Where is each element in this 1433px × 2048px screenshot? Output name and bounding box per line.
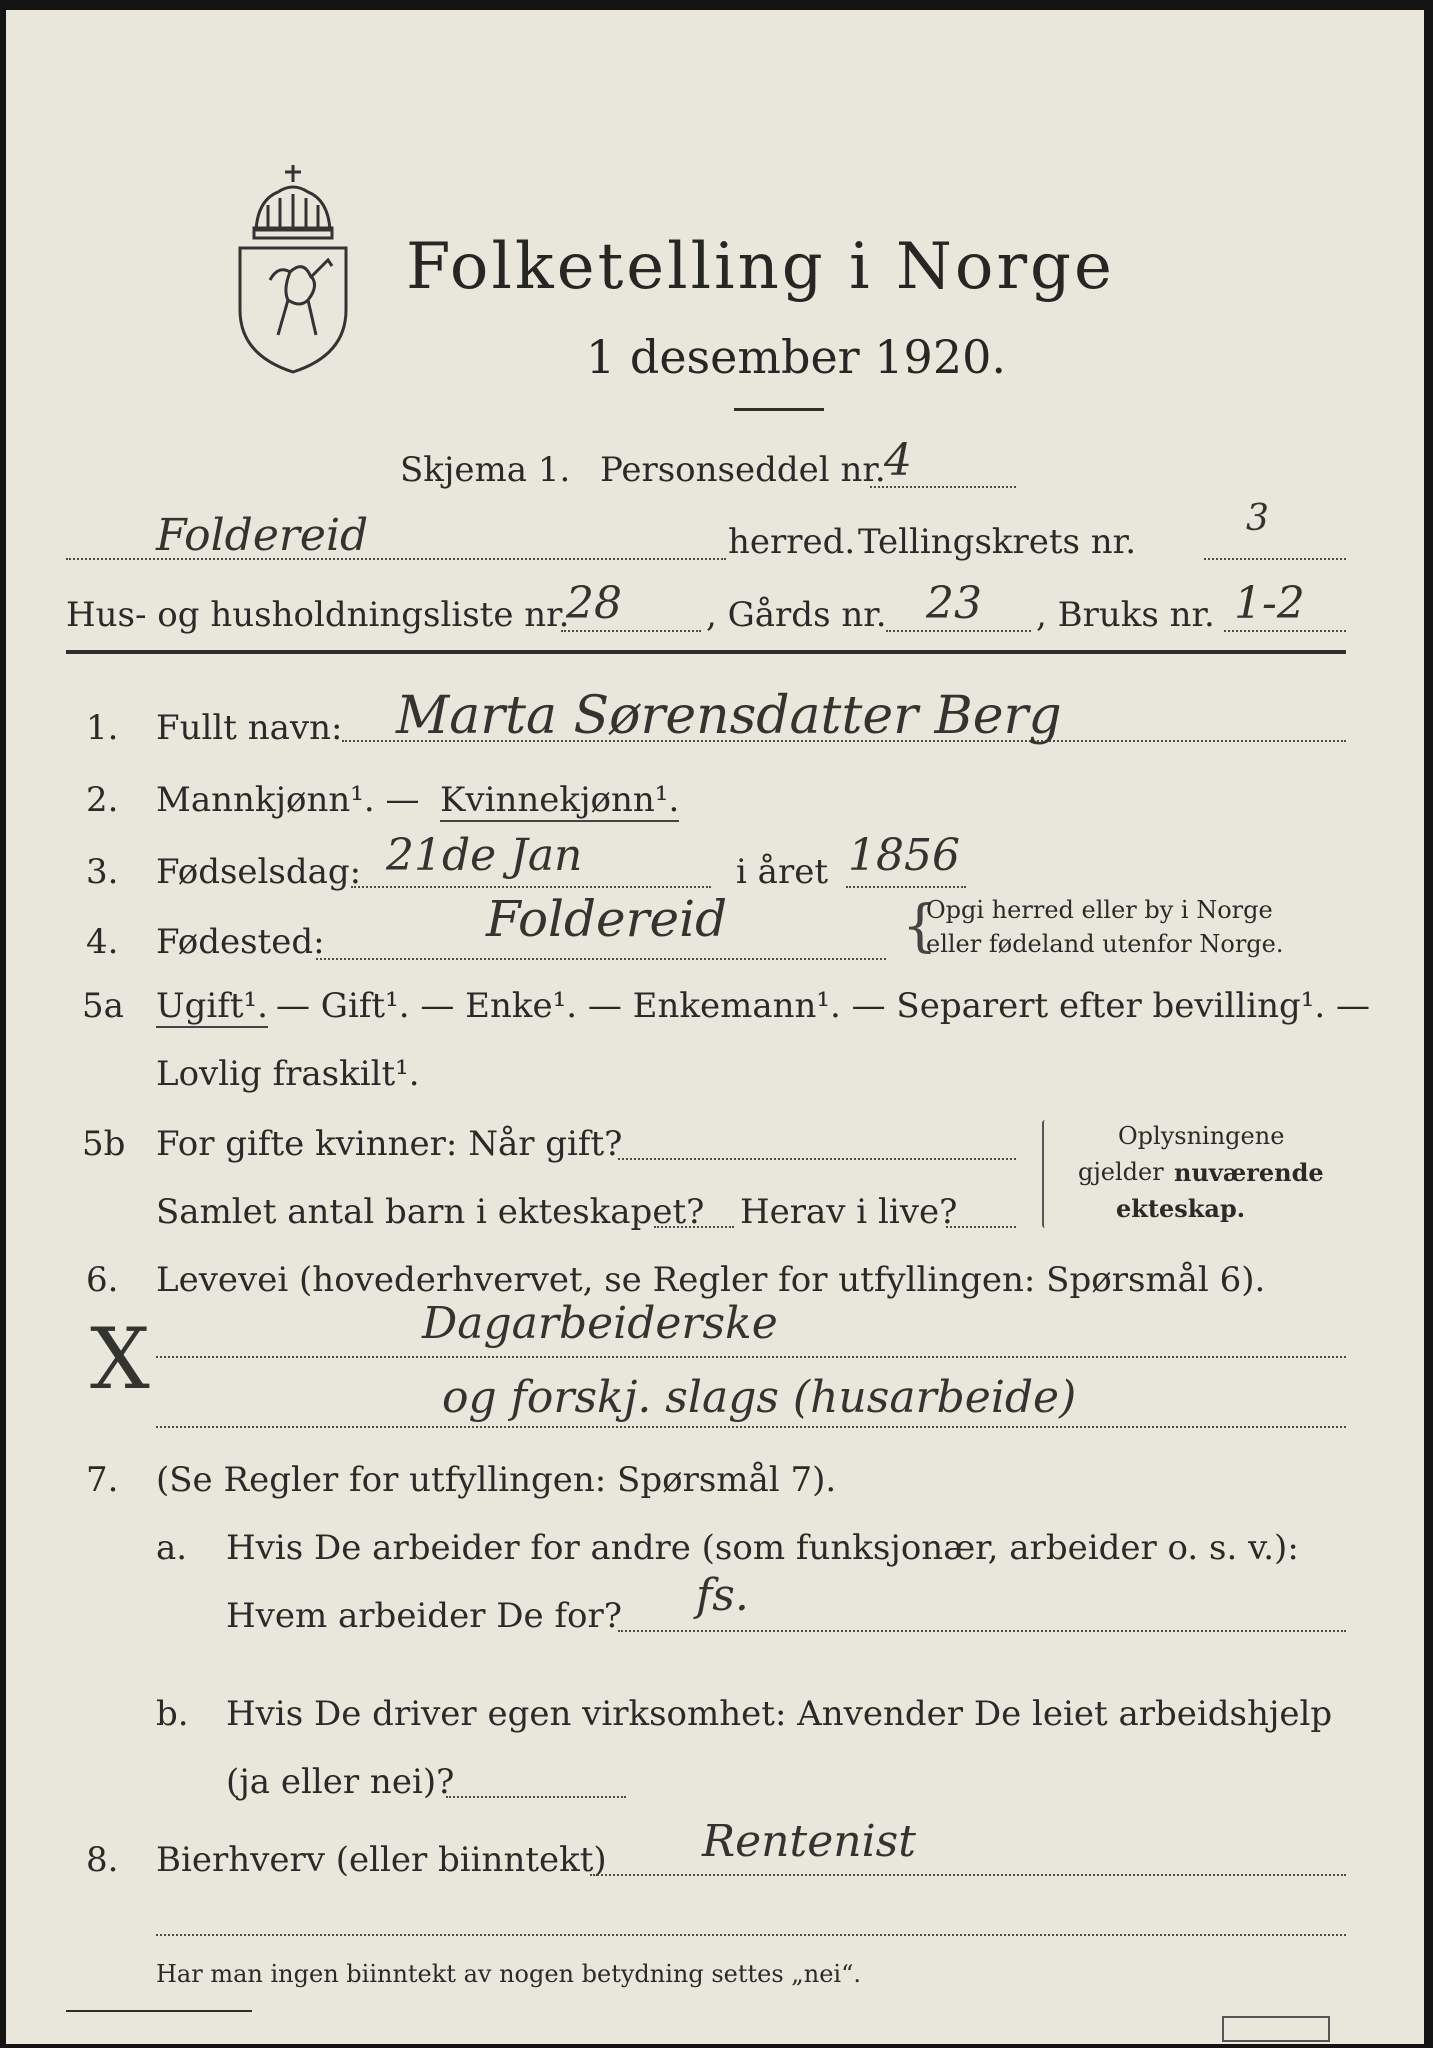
bruks-line [1224, 630, 1346, 632]
footer-rule [66, 2010, 252, 2012]
gards-line [886, 630, 1031, 632]
q7-label: (Se Regler for utfyllingen: Spørsmål 7). [156, 1460, 837, 1500]
q7a-text: Hvis De arbeider for andre (som funksjonær, arbeider o. s. v.): [226, 1528, 1299, 1568]
q7b-help-label: (ja eller nei)? [226, 1762, 455, 1802]
q7a-employer-value[interactable]: fs. [696, 1570, 749, 1621]
q4-number: 4. [86, 922, 119, 962]
q5b-children-line[interactable] [654, 1226, 734, 1228]
q7a-letter: a. [156, 1528, 188, 1568]
q1-full-name[interactable]: Marta Sørensdatter Berg [396, 686, 1062, 746]
herred-value[interactable]: Foldereid [156, 510, 369, 561]
q7-number: 7. [86, 1460, 119, 1500]
q6-line1 [156, 1356, 1346, 1358]
q8-label: Bierhverv (eller biinntekt) [156, 1840, 607, 1880]
q4-birthplace[interactable]: Foldereid [486, 890, 728, 948]
q5a-line2[interactable]: Lovlig fraskilt¹. [156, 1054, 420, 1094]
gards-label: , Gårds nr. [706, 595, 887, 635]
tellingskrets-line [1204, 558, 1346, 560]
form-title: Folketelling i Norge [406, 230, 1115, 304]
q5b-note-line1: Oplysningene [1118, 1122, 1285, 1150]
q5a-options[interactable]: — Gift¹. — Enke¹. — Enkemann¹. — Separert efter bevilling¹. — [276, 986, 1371, 1026]
q6-check-mark: X [90, 1310, 150, 1408]
tellingskrets-value[interactable]: 3 [1246, 498, 1269, 539]
q6-label: Levevei (hovederhvervet, se Regler for utfyllingen: Spørsmål 6). [156, 1260, 1266, 1300]
husliste-label: Hus- og husholdningsliste nr. [66, 595, 570, 635]
q7b-help-line[interactable] [446, 1796, 626, 1798]
q7a-employer-label: Hvem arbeider De for? [226, 1596, 622, 1636]
q2-male[interactable]: Mannkjønn¹. — [156, 780, 420, 820]
q3-year-label: i året [736, 852, 828, 892]
printer-stamp [1222, 2016, 1330, 2042]
q5b-alive-line[interactable] [946, 1226, 1016, 1228]
q4-note-line1: Opgi herred eller by i Norge [926, 896, 1273, 924]
q5b-children-label: Samlet antal barn i ekteskapet? [156, 1192, 705, 1232]
q5b-married-label: For gifte kvinner: Når gift? [156, 1124, 623, 1164]
q8-line [590, 1874, 1346, 1876]
schema-label: Skjema 1. [400, 450, 571, 490]
q8-number: 8. [86, 1840, 119, 1880]
q4-line [316, 958, 886, 960]
q8-side-income[interactable]: Rentenist [702, 1816, 916, 1867]
husliste-line [561, 630, 701, 632]
extra-line [156, 1934, 1346, 1936]
q6-occupation-line2[interactable]: og forskj. slags (husarbeide) [442, 1372, 1077, 1423]
q5a-number: 5a [82, 986, 124, 1026]
q5a-ugift[interactable]: Ugift¹. [156, 986, 268, 1026]
q1-label: Fullt navn: [156, 708, 343, 748]
husliste-value[interactable]: 28 [566, 578, 622, 629]
q7a-employer-line [618, 1630, 1346, 1632]
tellingskrets-label: Tellingskrets nr. [858, 522, 1137, 562]
census-date: 1 desember 1920. [586, 330, 1006, 384]
header-divider [66, 650, 1346, 654]
personseddel-line [870, 486, 1016, 488]
census-form [6, 10, 1424, 2044]
personseddel-value[interactable]: 4 [884, 435, 912, 486]
q7b-letter: b. [156, 1694, 189, 1734]
q5b-alive-label: Herav i live? [740, 1192, 958, 1232]
title-divider [734, 408, 824, 411]
q6-occupation-line1[interactable]: Dagarbeiderske [422, 1298, 778, 1349]
coat-of-arms-icon [228, 160, 358, 380]
q5b-note-line2b: nuværende [1174, 1158, 1324, 1187]
q2-number: 2. [86, 780, 119, 820]
personseddel-label: Personseddel nr. [600, 450, 886, 490]
q5b-married-line[interactable] [618, 1158, 1016, 1160]
q5b-number: 5b [82, 1124, 126, 1164]
q5b-note-line3: ekteskap. [1116, 1194, 1246, 1223]
q4-brace: { [902, 894, 938, 959]
q5b-bracket [1042, 1120, 1048, 1228]
q2-female[interactable]: Kvinnekjønn¹. [440, 780, 680, 820]
q6-number: 6. [86, 1260, 119, 1300]
q4-label: Fødested: [156, 922, 325, 962]
bruks-label: , Bruks nr. [1036, 595, 1215, 635]
q3-year[interactable]: 1856 [848, 830, 960, 881]
q7b-text: Hvis De driver egen virksomhet: Anvender De leiet arbeidshjelp [226, 1694, 1333, 1734]
q6-line2 [156, 1426, 1346, 1428]
gards-value[interactable]: 23 [926, 578, 982, 629]
q3-year-line [846, 886, 966, 888]
q3-label: Fødselsdag: [156, 852, 362, 892]
q3-birthday[interactable]: 21de Jan [386, 830, 583, 881]
q1-number: 1. [86, 708, 119, 748]
q3-number: 3. [86, 852, 119, 892]
q4-note-line2: eller fødeland utenfor Norge. [926, 930, 1284, 958]
bruks-value[interactable]: 1-2 [1234, 578, 1305, 629]
q3-line [351, 886, 711, 888]
footer-note: Har man ingen biinntekt av nogen betydning settes „nei“. [156, 1960, 861, 1988]
herred-label: herred. [728, 522, 856, 562]
q5b-note-line2a: gjelder [1078, 1158, 1164, 1186]
